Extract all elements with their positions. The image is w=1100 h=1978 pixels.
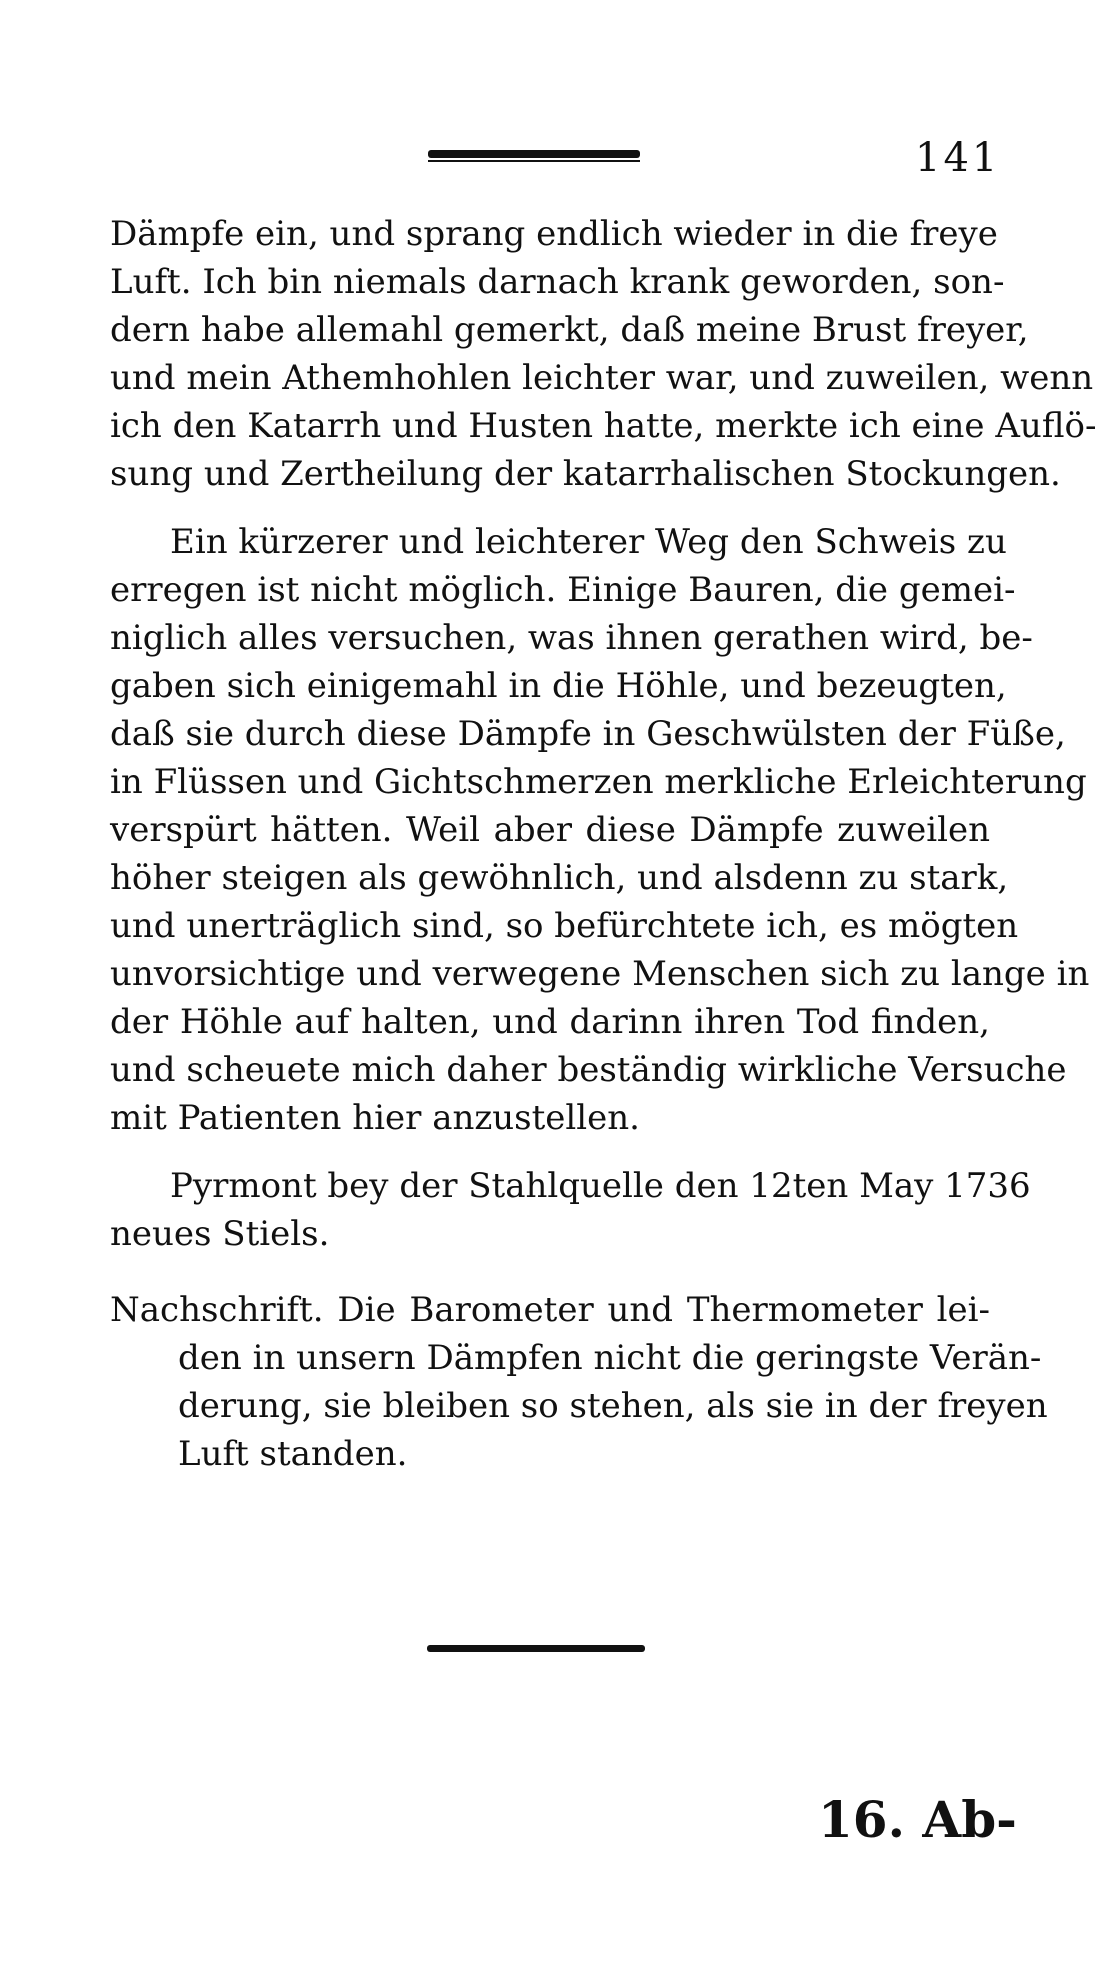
- text-line: höher steigen als gewöhnlich, und alsdenn zu stark,: [110, 858, 1009, 898]
- postscript-first-line: [110, 1286, 990, 1334]
- catchword: 16. Ab-: [818, 1790, 1017, 1849]
- text-line: Luft standen.: [178, 1434, 408, 1474]
- text-line: und scheuete mich daher beständig wirkliche Versuche: [110, 1050, 1067, 1090]
- text-line: und mein Athemhohlen leichter war, und zuweilen, wenn: [110, 358, 1094, 398]
- footer-rule: [427, 1645, 645, 1652]
- text-line: dern habe allemahl gemerkt, daß meine Brust freyer,: [110, 310, 1029, 350]
- text-line: in Flüssen und Gichtschmerzen merkliche Erleichterung: [110, 762, 1087, 802]
- header-rule: [428, 150, 640, 158]
- postscript-label: Nachschrift.: [110, 1290, 324, 1330]
- text-line: ich den Katarrh und Husten hatte, merkte ich eine Auflö-: [110, 406, 1097, 446]
- dateline: [110, 1162, 1031, 1258]
- postscript: [110, 1286, 1048, 1478]
- body-text: [110, 210, 1097, 1478]
- page-number: 141: [915, 135, 1001, 181]
- paragraph-2: [110, 518, 1090, 1142]
- text-line: gaben sich einigemahl in die Höhle, und bezeugten,: [110, 666, 1007, 706]
- text-line: Die Barometer und Thermometer lei-: [337, 1290, 990, 1330]
- text-line: sung und Zertheilung der katarrhalischen Stockungen.: [110, 454, 1061, 494]
- text-line: den in unsern Dämpfen nicht die geringste Verän-: [178, 1338, 1042, 1378]
- text-line: der Höhle auf halten, und darinn ihren Tod finden,: [110, 1002, 990, 1042]
- text-line: mit Patienten hier anzustellen.: [110, 1098, 640, 1138]
- text-line: Ein kürzerer und leichterer Weg den Schweis zu: [170, 522, 1007, 562]
- paragraph-1: [110, 210, 1097, 498]
- text-line: derung, sie bleiben so stehen, als sie in der freyen: [178, 1386, 1048, 1426]
- text-line: daß sie durch diese Dämpfe in Geschwülsten der Füße,: [110, 714, 1066, 754]
- text-line: Pyrmont bey der Stahlquelle den 12ten May 1736: [170, 1166, 1031, 1206]
- text-line: erregen ist nicht möglich. Einige Bauren, die gemei-: [110, 570, 1016, 610]
- text-line: Dämpfe ein, und sprang endlich wieder in die freye: [110, 214, 998, 254]
- text-line: und unerträglich sind, so befürchtete ich, es mögten: [110, 906, 1019, 946]
- text-line: verspürt hätten. Weil aber diese Dämpfe zuweilen: [110, 810, 990, 850]
- text-line: neues Stiels.: [110, 1214, 330, 1254]
- text-line: Luft. Ich bin niemals darnach krank geworden, son-: [110, 262, 1005, 302]
- text-line: unvorsichtige und verwegene Menschen sich zu lange in: [110, 954, 1090, 994]
- text-line: niglich alles versuchen, was ihnen gerathen wird, be-: [110, 618, 1033, 658]
